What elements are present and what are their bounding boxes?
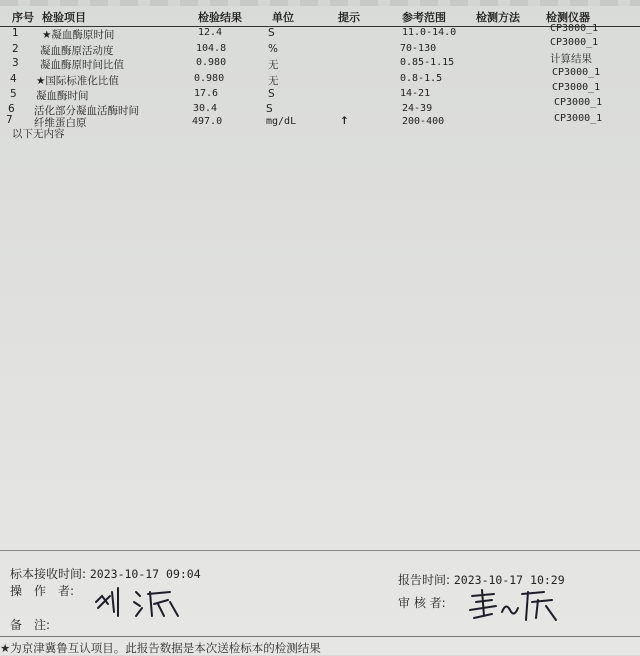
cell-result: 30.4 bbox=[193, 103, 218, 114]
cell-instrument: CP3000_1 bbox=[554, 97, 603, 108]
cell-flag-high: ↑ bbox=[340, 115, 349, 127]
bottom-divider bbox=[0, 636, 640, 637]
cell-seq: 7 bbox=[6, 114, 13, 126]
cell-seq: 6 bbox=[8, 103, 15, 115]
cell-seq: 4 bbox=[10, 73, 17, 85]
cell-item: ★国际标准化比值 bbox=[36, 75, 119, 87]
operator-signature bbox=[92, 582, 188, 626]
cell-item: 凝血酶原活动度 bbox=[40, 45, 114, 57]
cell-instrument: CP3000_1 bbox=[550, 23, 599, 34]
header-method: 检测方法 bbox=[476, 11, 520, 24]
header-item: 检验项目 bbox=[42, 11, 86, 24]
table-row bbox=[0, 97, 640, 119]
cell-unit: S bbox=[266, 103, 273, 115]
cell-range: 11.0-14.0 bbox=[402, 27, 457, 38]
table-row bbox=[0, 67, 640, 89]
cell-range: 0.8-1.5 bbox=[400, 73, 443, 84]
cell-instrument: CP3000_1 bbox=[552, 82, 601, 93]
received-time bbox=[10, 565, 201, 582]
cell-seq: 3 bbox=[12, 57, 19, 69]
cell-instrument: CP3000_1 bbox=[550, 37, 599, 48]
cell-result: 104.8 bbox=[196, 43, 227, 54]
cell-range: 70-130 bbox=[400, 43, 437, 54]
cell-unit: S bbox=[268, 88, 275, 100]
cell-seq: 1 bbox=[12, 27, 19, 39]
header-instrument: 检测仪器 bbox=[546, 11, 590, 24]
table-row bbox=[0, 53, 640, 73]
report-label: 报告时间: bbox=[398, 573, 451, 587]
header-flag: 提示 bbox=[338, 11, 360, 24]
cell-item: 凝血酶时间 bbox=[36, 90, 89, 102]
header-seq: 序号 bbox=[12, 11, 34, 24]
table-row bbox=[0, 23, 640, 43]
cell-unit: mg/dL bbox=[266, 116, 297, 127]
cell-instrument: 计算结果 bbox=[550, 53, 592, 65]
cell-range: 24-39 bbox=[402, 103, 433, 114]
cell-range: 200-400 bbox=[402, 116, 445, 127]
received-label: 标本接收时间: bbox=[10, 567, 87, 581]
cell-unit: 无 bbox=[268, 75, 279, 87]
operator-label: 操 作 者: bbox=[10, 584, 75, 598]
reviewer-label: 审 核 者: bbox=[398, 596, 446, 610]
cell-result: 497.0 bbox=[192, 116, 223, 127]
header-unit: 单位 bbox=[272, 11, 294, 24]
cell-item: ★凝血酶原时间 bbox=[42, 29, 115, 41]
disclaimer-text: ★为京津冀鲁互认项目。此报告数据是本次送检标本的检测结果 bbox=[0, 641, 321, 655]
cell-seq: 2 bbox=[12, 43, 19, 55]
header-range: 参考范围 bbox=[402, 11, 446, 24]
footer-divider bbox=[0, 550, 640, 551]
cell-item: 活化部分凝血活酶时间 bbox=[34, 105, 139, 117]
cell-instrument: CP3000_1 bbox=[552, 67, 601, 78]
cell-item: 凝血酶原时间比值 bbox=[40, 59, 124, 71]
cell-result: 17.6 bbox=[194, 88, 219, 99]
table-row bbox=[0, 82, 640, 104]
cell-item: 纤维蛋白原 bbox=[34, 117, 87, 129]
cell-instrument: CP3000_1 bbox=[554, 113, 603, 124]
table-row bbox=[0, 113, 640, 135]
cell-result: 0.980 bbox=[194, 73, 225, 84]
header-result: 检验结果 bbox=[198, 11, 242, 24]
cell-seq: 5 bbox=[10, 88, 17, 100]
cell-result: 12.4 bbox=[198, 27, 223, 38]
table-header bbox=[0, 6, 640, 27]
cell-unit: % bbox=[268, 43, 278, 55]
end-of-content-note: 以下无内容 bbox=[12, 128, 65, 140]
cell-result: 0.980 bbox=[196, 57, 227, 68]
cell-range: 0.85-1.15 bbox=[400, 57, 455, 68]
cell-range: 14-21 bbox=[400, 88, 431, 99]
report-value: 2023-10-17 10:29 bbox=[453, 573, 565, 587]
remark-label: 备 注: bbox=[10, 618, 51, 632]
reviewer-signature bbox=[462, 584, 562, 630]
cell-unit: 无 bbox=[268, 59, 279, 71]
received-value: 2023-10-17 09:04 bbox=[89, 567, 201, 581]
cell-unit: S bbox=[268, 27, 275, 39]
